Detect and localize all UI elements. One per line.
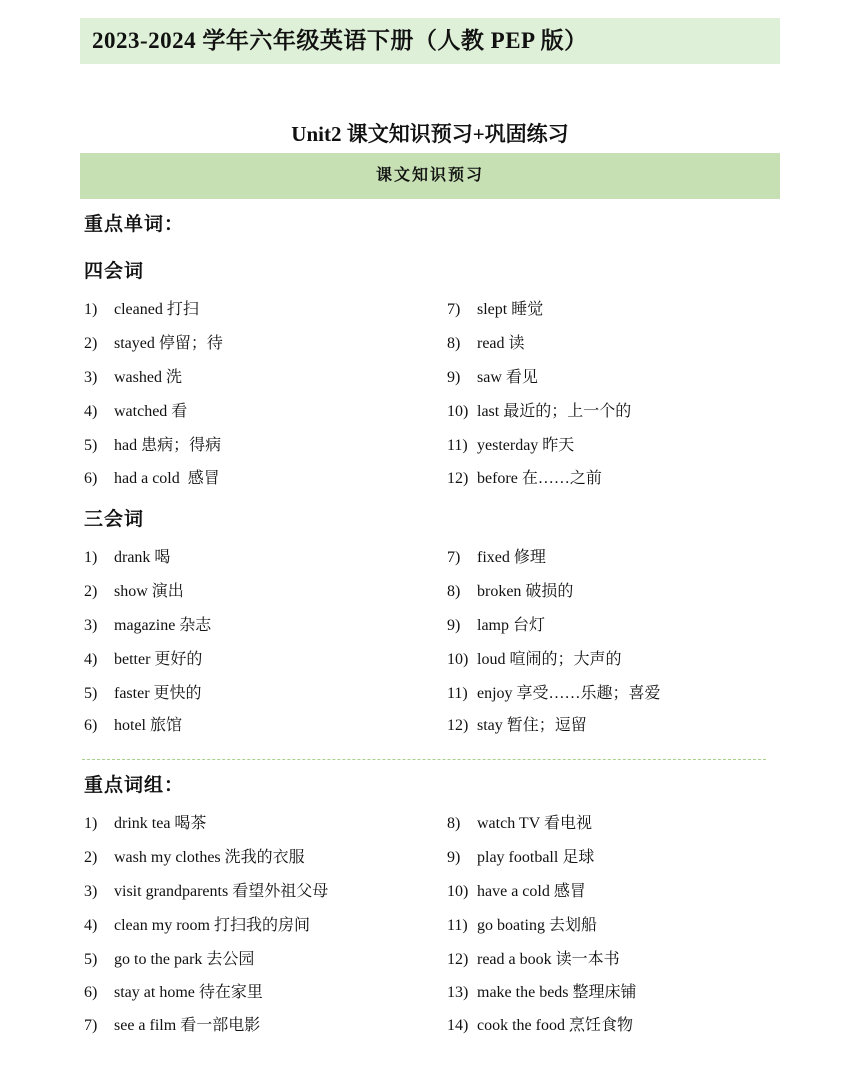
item-number: 7) <box>84 1017 98 1034</box>
item-text: faster 更快的 <box>114 685 202 702</box>
item-text: drink tea 喝茶 <box>114 815 207 832</box>
item-text: loud 喧闹的；大声的 <box>477 651 622 668</box>
dashed-divider <box>82 759 766 760</box>
vocab-item <box>447 465 602 488</box>
item-text: make the beds 整理床铺 <box>477 984 637 1001</box>
item-number: 7) <box>447 301 461 318</box>
item-text: stay at home 待在家里 <box>114 984 263 1001</box>
item-number: 8) <box>447 335 461 352</box>
vocab-item <box>447 398 631 421</box>
item-text: enjoy 享受……乐趣；喜爱 <box>477 685 661 702</box>
phrase-item <box>447 979 637 1002</box>
item-text: visit grandparents 看望外祖父母 <box>114 883 329 900</box>
item-text: read a book 读一本书 <box>477 951 620 968</box>
phrase-item <box>447 844 594 867</box>
vocab-item <box>84 465 220 488</box>
item-number: 2) <box>84 849 98 866</box>
item-number: 10) <box>447 883 469 900</box>
phrase-item <box>447 878 586 901</box>
item-text: fixed 修理 <box>477 549 546 566</box>
item-text: stay 暂住；逗留 <box>477 717 587 734</box>
section-title-bar: 课文知识预习 <box>80 153 780 199</box>
phrase-item <box>447 1012 633 1035</box>
item-text: go boating 去划船 <box>477 917 597 934</box>
item-number: 3) <box>84 369 98 386</box>
vocab-item <box>84 398 187 421</box>
item-number: 5) <box>84 437 98 454</box>
item-text: had 患病；得病 <box>114 437 222 454</box>
vocab-item <box>84 544 170 567</box>
item-text: yesterday 昨天 <box>477 437 575 454</box>
phrase-item <box>84 844 305 867</box>
item-number: 11) <box>447 917 468 934</box>
item-text: saw 看见 <box>477 369 538 386</box>
phrase-item <box>84 878 328 901</box>
item-text: drank 喝 <box>114 549 171 566</box>
item-number: 6) <box>84 984 98 1001</box>
vocab-item <box>447 432 574 455</box>
item-number: 5) <box>84 685 98 702</box>
vocab-item <box>84 296 199 319</box>
item-number: 1) <box>84 815 98 832</box>
document-header-title: 2023-2024 学年六年级英语下册（人教 PEP 版） <box>80 18 780 64</box>
item-text: broken 破损的 <box>477 583 574 600</box>
item-number: 8) <box>447 815 461 832</box>
unit-title: Unit2 课文知识预习+巩固练习 <box>291 122 569 146</box>
item-number: 9) <box>447 617 461 634</box>
vocab-item <box>84 612 211 635</box>
vocab-item <box>447 680 661 703</box>
vocab-item <box>447 544 546 567</box>
vocab-item <box>447 296 543 319</box>
key-words-heading: 重点单词： <box>84 214 185 235</box>
vocab-item <box>447 612 545 635</box>
vocab-item <box>84 646 202 669</box>
item-text: slept 睡觉 <box>477 301 544 318</box>
item-text: washed 洗 <box>114 369 182 386</box>
item-text: read 读 <box>477 335 525 352</box>
item-text: cleaned 打扫 <box>114 301 199 318</box>
item-text: magazine 杂志 <box>114 617 212 634</box>
item-number: 5) <box>84 951 98 968</box>
item-text: have a cold 感冒 <box>477 883 586 900</box>
item-number: 10) <box>447 403 469 420</box>
item-text: wash my clothes 洗我的衣服 <box>114 849 305 866</box>
item-number: 2) <box>84 583 98 600</box>
item-text: see a film 看一部电影 <box>114 1017 261 1034</box>
item-number: 14) <box>447 1017 469 1034</box>
phrase-item <box>84 979 263 1002</box>
vocab-item <box>447 578 573 601</box>
vocab-item <box>84 432 221 455</box>
item-number: 12) <box>447 951 469 968</box>
item-number: 8) <box>447 583 461 600</box>
item-number: 13) <box>447 984 469 1001</box>
item-number: 11) <box>447 437 468 454</box>
key-phrases-heading: 重点词组： <box>84 775 185 796</box>
vocab-item <box>84 330 223 353</box>
item-number: 9) <box>447 369 461 386</box>
phrase-item <box>84 946 254 969</box>
item-number: 11) <box>447 685 468 702</box>
item-text: last 最近的；上一个的 <box>477 403 632 420</box>
item-text: play football 足球 <box>477 849 595 866</box>
item-number: 4) <box>84 651 98 668</box>
item-text: watched 看 <box>114 403 188 420</box>
vocab-item <box>84 364 182 387</box>
item-number: 6) <box>84 717 98 734</box>
vocab-item <box>447 364 538 387</box>
item-number: 6) <box>84 470 98 487</box>
vocab-item <box>84 712 182 735</box>
phrase-item <box>84 810 206 833</box>
item-number: 3) <box>84 617 98 634</box>
vocab-item <box>84 680 202 703</box>
item-text: better 更好的 <box>114 651 203 668</box>
item-number: 4) <box>84 403 98 420</box>
item-number: 3) <box>84 883 98 900</box>
item-text: had a cold 感冒 <box>114 470 220 487</box>
item-number: 12) <box>447 717 469 734</box>
item-number: 10) <box>447 651 469 668</box>
three-skill-words-heading: 三会词 <box>84 509 145 530</box>
item-text: hotel 旅馆 <box>114 717 182 734</box>
item-text: show 演出 <box>114 583 184 600</box>
phrase-item <box>84 912 310 935</box>
vocab-item <box>84 578 184 601</box>
phrase-item <box>447 810 592 833</box>
item-text: lamp 台灯 <box>477 617 545 634</box>
item-number: 9) <box>447 849 461 866</box>
item-number: 4) <box>84 917 98 934</box>
four-skill-words-heading: 四会词 <box>84 261 145 282</box>
item-number: 12) <box>447 470 469 487</box>
item-text: go to the park 去公园 <box>114 951 255 968</box>
phrase-item <box>447 912 597 935</box>
item-number: 1) <box>84 301 98 318</box>
item-text: before 在……之前 <box>477 470 602 487</box>
item-number: 2) <box>84 335 98 352</box>
vocab-item <box>447 646 621 669</box>
vocab-item <box>447 330 525 353</box>
phrase-item <box>447 946 620 969</box>
item-text: cook the food 烹饪食物 <box>477 1017 633 1034</box>
phrase-item <box>84 1012 260 1035</box>
item-number: 7) <box>447 549 461 566</box>
item-text: clean my room 打扫我的房间 <box>114 917 310 934</box>
item-number: 1) <box>84 549 98 566</box>
item-text: watch TV 看电视 <box>477 815 592 832</box>
item-text: stayed 停留；待 <box>114 335 223 352</box>
vocab-item <box>447 712 587 735</box>
